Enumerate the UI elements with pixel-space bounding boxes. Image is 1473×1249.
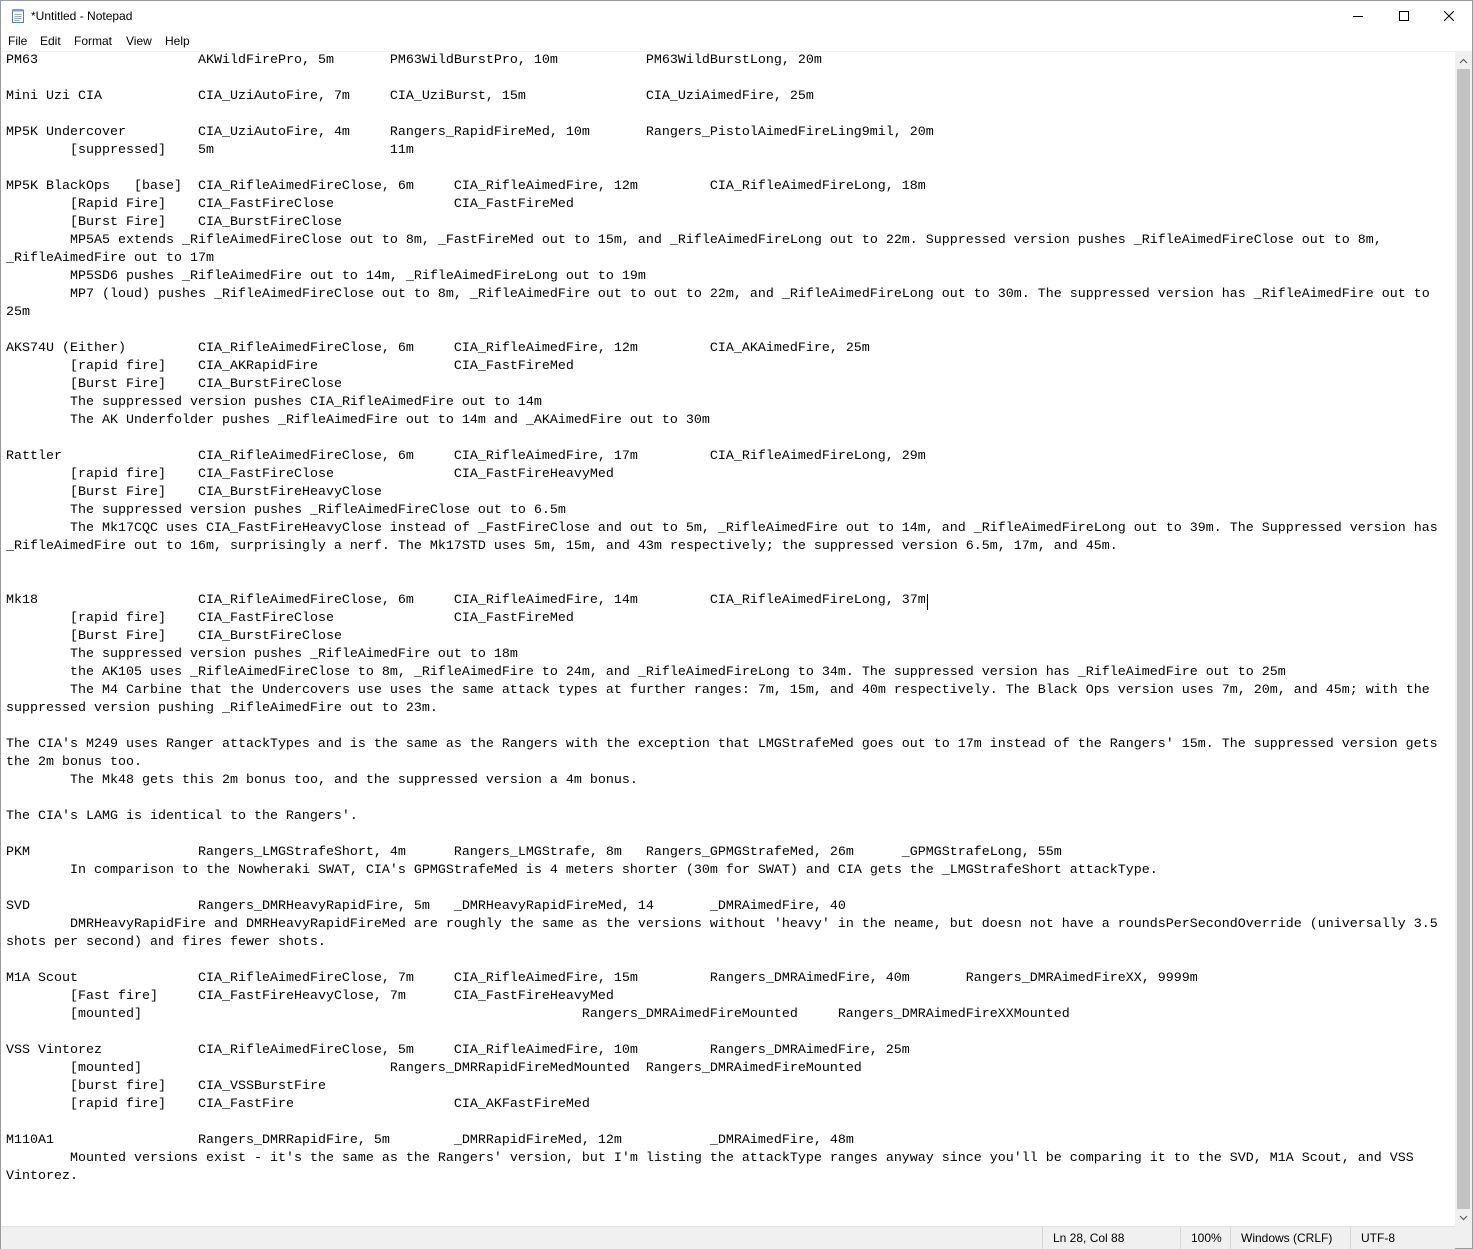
resize-grip[interactable] (1455, 1226, 1472, 1248)
status-cursor-position: Ln 28, Col 88 (1042, 1227, 1182, 1249)
menu-edit[interactable]: Edit (40, 34, 61, 48)
status-encoding: UTF-8 (1350, 1227, 1455, 1249)
status-zoom: 100% (1180, 1227, 1230, 1249)
scroll-up-button[interactable] (1455, 52, 1472, 69)
text-editor-area[interactable] (1, 52, 1455, 1226)
title-bar[interactable] (1, 1, 1472, 31)
menu-format[interactable]: Format (74, 34, 113, 48)
text-caret (927, 594, 928, 610)
maximize-button[interactable] (1381, 1, 1427, 31)
chevron-up-icon (1459, 58, 1468, 64)
menu-bar (1, 31, 1472, 52)
close-icon (1444, 11, 1454, 21)
window-title: *Untitled - Notepad (31, 9, 133, 23)
menu-file[interactable]: File (8, 34, 28, 48)
editor-text[interactable]: PM63 AKWildFirePro, 5m PM63WildBurstPro, 10m PM63WildBurstLong, 20m Mini Uzi CIA CIA_UziAutoFire, 7m CIA_UziBurst, 15m CIA_UziAimedFire, 25m MP5K Undercover CIA_UziAutoFire, 4m Rangers_RapidFireMed, 10m Rangers_PistolAimedFireLing9mil, 20m [suppressed] 5m 11m MP5K BlackOps [base] CIA_RifleAimedFireClose, 6m CIA_RifleAimedFire, 12m CIA_RifleAimedFireLong, 18m [Rapid Fire] CIA_FastFireClose CIA_FastFireMed [Burst Fire] CIA_BurstFireClose MP5A5 extends _RifleAimedFireClose out to 8m, _FastFireMed out to 15m, and _RifleAimedFireLong out to 22m. Suppressed version pushes _RifleAimedFireClose out to 8m, _RifleAimedFire out to 17m MP5SD6 pushes _RifleAimedFire out to 14m, _RifleAimedFireLong out to 19m MP7 (loud) pushes _RifleAimedFireClose out to 8m, _RifleAimedFire out to out to 22m, and _RifleAimedFireLong out to 30m. The suppressed version has _RifleAimedFire out to 25m AKS74U (Either) CIA_RifleAimedFireClose, 6m CIA_RifleAimedFire, 12m CIA_AKAimedFire, 25m [rapid fire] CIA_AKRapidFire CIA_FastFireMed [Burst Fire] CIA_BurstFireClose The suppressed version pushes CIA_RifleAimedFire out to 14m The AK Underfolder pushes _RifleAimedFire out to 14m and _AKAimedFire out to 30m Rattler CIA_RifleAimedFireClose, 6m CIA_RifleAimedFire, 17m CIA_RifleAimedFireLong, 29m [rapid fire] CIA_FastFireClose CIA_FastFireHeavyMed [Burst Fire] CIA_BurstFireHeavyClose The suppressed version pushes _RifleAimedFireClose out to 6.5m The Mk17CQC uses CIA_FastFireHeavyClose instead of _FastFireClose and out to 5m, _RifleAimedFire out to 14m, and _RifleAimedFireLong out to 39m. The Suppressed version has _RifleAimedFire out to 16m, surprisingly a nerf. The Mk17STD uses 5m, 15m, and 43m respectively; the suppressed version 6.5m, 17m, and 45m. Mk18 CIA_RifleAimedFireClose, 6m CIA_RifleAimedFire, 14m CIA_RifleAimedFireLong, 37m [rapid fire] CIA_FastFireClose CIA_FastFireMed [Burst Fire] CIA_BurstFireClose The suppressed version pushes _RifleAimedFire out to 18m the AK105 uses _RifleAimedFireClose to 8m, _RifleAimedFire to 24m, and _RifleAimedFireLong to 34m. The suppressed version has _RifleAimedFire out to 25m The M4 Carbine that the Undercovers use uses the same attack types at further ranges: 7m, 15m, and 40m respectively. The Black Ops version uses 7m, 20m, and 45m; with the suppressed version pushing _RifleAimedFire out to 23m. The CIA's M249 uses Ranger attackTypes and is the same as the Rangers with the exception that LMGStrafeMed goes out to 17m instead of the Rangers' 15m. The suppressed version gets the 2m bonus too. The Mk48 gets this 2m bonus too, and the suppressed version a 4m bonus. The CIA's LAMG is identical to the Rangers'. PKM Rangers_LMGStrafeShort, 4m Rangers_LMGStrafe, 8m Rangers_GPMGStrafeMed, 26m _GPMGStrafeLong, 55m In comparison to the Nowheraki SWAT, CIA's GPMGStrafeMed is 4 meters shorter (30m for SWAT) and CIA gets the _LMGStrafeShort attackType. SVD Rangers_DMRHeavyRapidFire, 5m _DMRHeavyRapidFireMed, 14 _DMRAimedFire, 40 DMRHeavyRapidFire and DMRHeavyRapidFireMed are roughly the same as the versions without 'heavy' in the neame, but doesn not have a roundsPerSecondOverride (universally 3.5 shots per second) and fires fewer shots. M1A Scout CIA_RifleAimedFireClose, 7m CIA_RifleAimedFire, 15m Rangers_DMRAimedFire, 40m Rangers_DMRAimedFireXX, 9999m [Fast fire] CIA_FastFireHeavyClose, 7m CIA_FastFireHeavyMed [mounted] Rangers_DMRAimedFireMounted Rangers_DMRAimedFireXXMounted VSS Vintorez CIA_RifleAimedFireClose, 5m CIA_RifleAimedFire, 10m Rangers_DMRAimedFire, 25m [mounted] Rangers_DMRRapidFireMedMounted Rangers_DMRAimedFireMounted [burst fire] CIA_VSSBurstFire [rapid fire] CIA_FastFire CIA_AKFastFireMed M110A1 Rangers_DMRRapidFire, 5m _DMRRapidFireMed, 12m _DMRAimedFire, 48m Mounted versions exist - it's the same as the Rangers' version, but I'm listing the attackType ranges anyway since you'll be comparing it to the SVD, M1A Scout, and VSS Vintorez. (6, 53, 1438, 1184)
vertical-scrollbar[interactable] (1455, 52, 1472, 1226)
scrollbar-thumb[interactable] (1457, 69, 1470, 1209)
minimize-button[interactable] (1335, 1, 1381, 31)
status-bar (1, 1226, 1455, 1249)
status-line-endings: Windows (CRLF) (1230, 1227, 1350, 1249)
menu-help[interactable]: Help (165, 34, 190, 48)
close-button[interactable] (1426, 1, 1472, 31)
maximize-icon (1399, 11, 1409, 21)
notepad-icon (11, 8, 25, 23)
minimize-icon (1353, 11, 1363, 21)
scroll-down-button[interactable] (1455, 1209, 1472, 1226)
menu-view[interactable]: View (126, 34, 152, 48)
chevron-down-icon (1459, 1215, 1468, 1221)
